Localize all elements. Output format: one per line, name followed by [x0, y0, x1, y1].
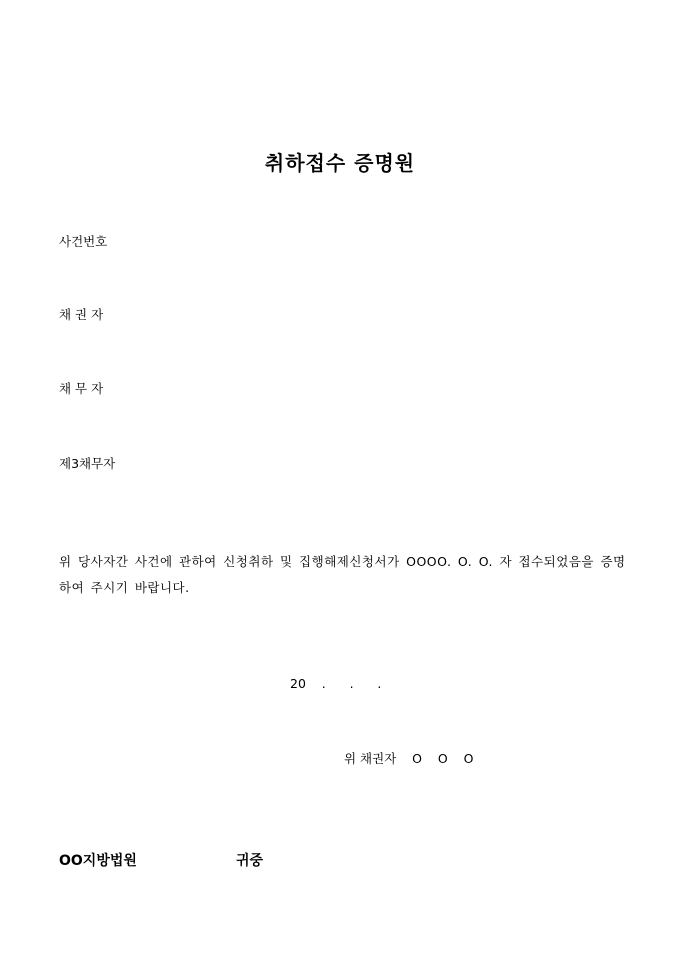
field-third-debtor: 제3채무자: [59, 456, 116, 471]
court-name: OO지방법원: [59, 853, 137, 869]
document-title: 취하접수 증명원: [264, 151, 416, 175]
addressee-label: 귀중: [236, 853, 264, 869]
body-paragraph: 위 당사자간 사건에 관하여 신청취하 및 집행해제신청서가 OOOO. O. O. 자 접수되었음을 증명하여 주시기 바랍니다.: [59, 554, 626, 595]
date-line: 20 . . .: [290, 676, 382, 691]
field-debtor: 채 무 자: [59, 381, 104, 396]
field-case-number: 사건번호: [59, 234, 108, 249]
field-creditor: 채 권 자: [59, 307, 104, 322]
signer-line: 위 채권자 O O O: [344, 751, 474, 766]
